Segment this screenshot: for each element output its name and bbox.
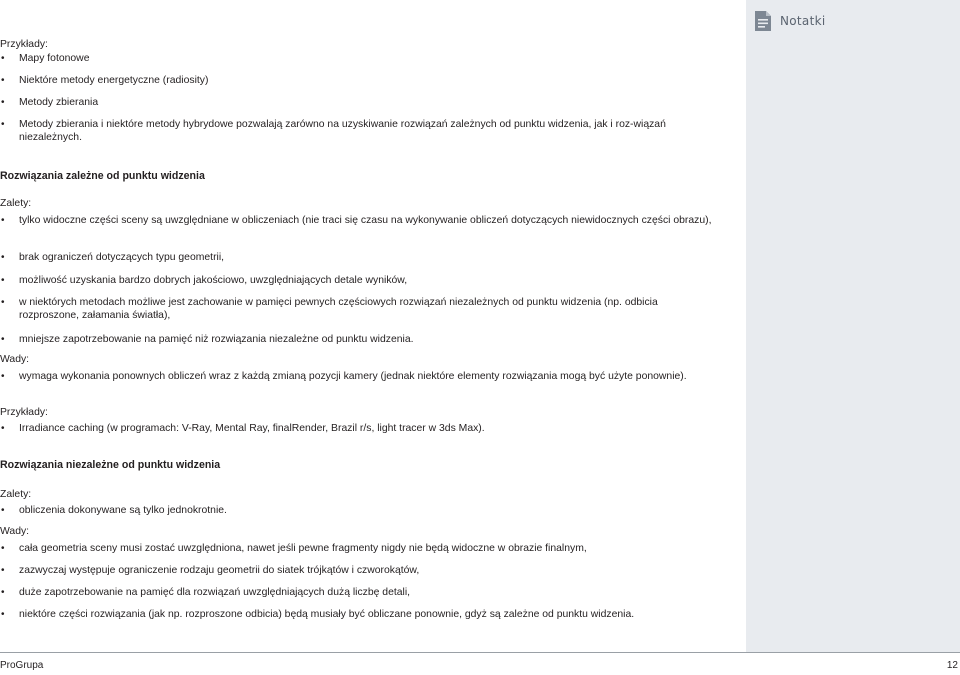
list-item: brak ograniczeń dotyczących typu geometrii,	[19, 252, 225, 263]
bullet-icon: •	[1, 97, 5, 108]
list-item: duże zapotrzebowanie na pamięć dla rozwiązań uwzględniających dużą liczbę detali,	[19, 587, 411, 598]
notes-header	[754, 10, 825, 32]
section-heading: Rozwiązania zależne od punktu widzenia	[0, 170, 205, 182]
list-item: Metody zbierania i niektóre metody hybrydowe pozwalają zarówno na uzyskiwanie rozwiązań zależnych od punktu widzenia, jak i roz-wiązań niezależnych.	[19, 119, 666, 143]
bullet-icon: •	[1, 275, 5, 286]
notes-title: Notatki	[780, 14, 826, 28]
bullet-icon: •	[1, 215, 5, 226]
disadvantages-label: Wady:	[0, 526, 30, 537]
bullet-icon: •	[1, 297, 5, 308]
list-item: możliwość uzyskania bardzo dobrych jakościowo, uwzględniających detale wyników,	[19, 275, 408, 286]
notes-document-icon	[754, 10, 772, 32]
examples-label: Przykłady:	[0, 39, 48, 50]
bullet-icon: •	[1, 423, 5, 434]
advantages-label: Zalety:	[0, 198, 32, 209]
footer-brand: ProGrupa	[0, 660, 44, 671]
list-item: obliczenia dokonywane są tylko jednokrotnie.	[19, 505, 227, 516]
list-item: Irradiance caching (w programach: V-Ray, Mental Ray, finalRender, Brazil r/s, light tracer w 3ds Max).	[19, 423, 485, 434]
bullet-icon: •	[1, 543, 5, 554]
advantages-label: Zalety:	[0, 489, 32, 500]
bullet-icon: •	[1, 587, 5, 598]
section-heading: Rozwiązania niezależne od punktu widzenia	[0, 459, 221, 471]
bullet-icon: •	[1, 334, 5, 345]
examples-label: Przykłady:	[0, 407, 48, 418]
list-item: Metody zbierania	[19, 97, 99, 108]
list-item: niektóre części rozwiązania (jak np. rozproszone odbicia) będą musiały być obliczane ponownie, gdyż są zależne od punktu widzenia.	[19, 609, 635, 620]
bullet-icon: •	[1, 119, 5, 130]
bullet-icon: •	[1, 371, 5, 382]
page-number: 12	[946, 660, 958, 671]
bullet-icon: •	[1, 609, 5, 620]
list-item: wymaga wykonania ponownych obliczeń wraz z każdą zmianą pozycji kamery (jednak niektóre elementy rozwiązania mogą być użyte ponownie).	[19, 371, 687, 382]
bullet-icon: •	[1, 252, 5, 263]
footer-divider	[0, 652, 960, 653]
list-item: tylko widoczne części sceny są uwzględniane w obliczeniach (nie traci się czasu na wykonywanie obliczeń dotyczących niewidocznych części obrazu),	[19, 215, 712, 226]
list-item: Niektóre metody energetyczne (radiosity)	[19, 75, 209, 86]
notes-sidebar	[746, 0, 960, 652]
list-item: w niektórych metodach możliwe jest zachowanie w pamięci pewnych częściowych rozwiązań niezależnych od punktu widzenia (np. odbicia rozproszone, załamania światła),	[19, 297, 658, 321]
list-item: zazwyczaj występuje ograniczenie rodzaju geometrii do siatek trójkątów i czworokątów,	[19, 565, 420, 576]
bullet-icon: •	[1, 505, 5, 516]
list-item: mniejsze zapotrzebowanie na pamięć niż rozwiązania niezależne od punktu widzenia.	[19, 334, 414, 345]
bullet-icon: •	[1, 53, 5, 64]
bullet-icon: •	[1, 75, 5, 86]
bullet-icon: •	[1, 565, 5, 576]
list-item: cała geometria sceny musi zostać uwzględniona, nawet jeśli pewne fragmenty nigdy nie będą widoczne w obrazie finalnym,	[19, 543, 587, 554]
list-item: Mapy fotonowe	[19, 53, 90, 64]
disadvantages-label: Wady:	[0, 354, 30, 365]
